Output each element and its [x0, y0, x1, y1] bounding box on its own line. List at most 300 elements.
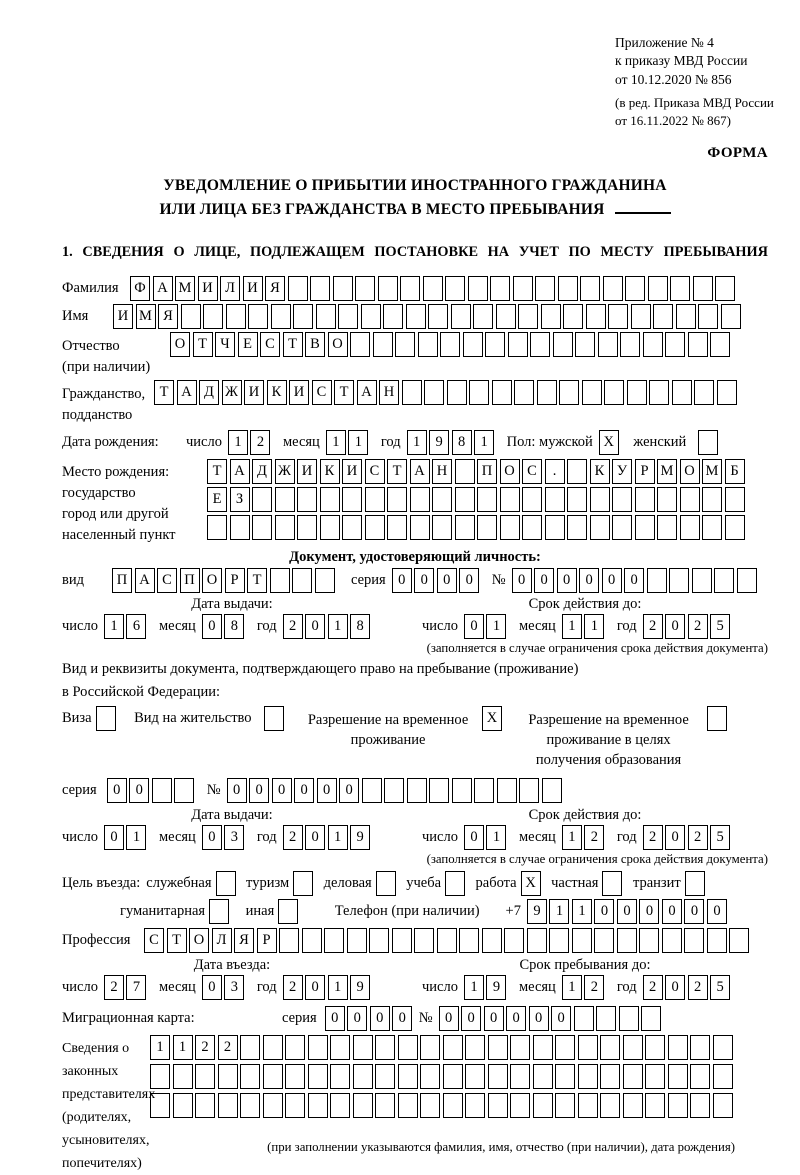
char-cell[interactable]: [308, 1093, 328, 1118]
char-cell[interactable]: 3: [224, 975, 244, 1000]
char-cell[interactable]: [469, 380, 489, 405]
char-cell[interactable]: [510, 1093, 530, 1118]
char-cell[interactable]: [558, 276, 578, 301]
char-cell[interactable]: 2: [104, 975, 124, 1000]
char-cell[interactable]: 0: [506, 1006, 526, 1031]
char-cell[interactable]: [645, 1064, 665, 1089]
char-cell[interactable]: М: [657, 459, 677, 484]
char-cell[interactable]: И: [342, 459, 362, 484]
char-cell[interactable]: К: [590, 459, 610, 484]
char-cell[interactable]: А: [135, 568, 155, 593]
char-cell[interactable]: [627, 380, 647, 405]
char-cell[interactable]: 0: [104, 825, 124, 850]
char-cell[interactable]: 1: [104, 614, 124, 639]
char-cell[interactable]: К: [267, 380, 287, 405]
char-cell[interactable]: [440, 332, 460, 357]
char-cell[interactable]: Я: [158, 304, 178, 329]
char-cell[interactable]: 8: [452, 430, 472, 455]
char-cell[interactable]: [635, 487, 655, 512]
char-cell[interactable]: [685, 871, 705, 896]
char-cell[interactable]: [620, 332, 640, 357]
char-cell[interactable]: 1: [572, 899, 592, 924]
char-cell[interactable]: [285, 1064, 305, 1089]
char-cell[interactable]: [619, 1006, 639, 1031]
char-cell[interactable]: 0: [370, 1006, 390, 1031]
char-cell[interactable]: [477, 487, 497, 512]
char-cell[interactable]: 0: [202, 825, 222, 850]
char-cell[interactable]: [603, 276, 623, 301]
char-cell[interactable]: 0: [459, 568, 479, 593]
char-cell[interactable]: [670, 276, 690, 301]
char-cell[interactable]: [316, 304, 336, 329]
char-cell[interactable]: [240, 1093, 260, 1118]
char-cell[interactable]: [278, 899, 298, 924]
char-cell[interactable]: [563, 304, 583, 329]
char-cell[interactable]: X: [599, 430, 619, 455]
char-cell[interactable]: Т: [154, 380, 174, 405]
char-cell[interactable]: Т: [207, 459, 227, 484]
char-cell[interactable]: [639, 928, 659, 953]
char-cell[interactable]: [594, 928, 614, 953]
char-cell[interactable]: [420, 1093, 440, 1118]
char-cell[interactable]: [713, 1093, 733, 1118]
char-cell[interactable]: [173, 1064, 193, 1089]
char-cell[interactable]: [574, 1006, 594, 1031]
char-cell[interactable]: [414, 928, 434, 953]
char-cell[interactable]: [604, 380, 624, 405]
char-cell[interactable]: 0: [529, 1006, 549, 1031]
char-cell[interactable]: [508, 332, 528, 357]
char-cell[interactable]: [522, 487, 542, 512]
char-cell[interactable]: [384, 778, 404, 803]
char-cell[interactable]: 1: [562, 975, 582, 1000]
char-cell[interactable]: [455, 459, 475, 484]
char-cell[interactable]: [668, 1093, 688, 1118]
char-cell[interactable]: О: [202, 568, 222, 593]
char-cell[interactable]: [407, 778, 427, 803]
char-cell[interactable]: Л: [212, 928, 232, 953]
char-cell[interactable]: [420, 1035, 440, 1060]
char-cell[interactable]: [342, 515, 362, 540]
char-cell[interactable]: [602, 871, 622, 896]
char-cell[interactable]: [275, 515, 295, 540]
char-cell[interactable]: [580, 276, 600, 301]
char-cell[interactable]: Р: [635, 459, 655, 484]
char-cell[interactable]: [248, 304, 268, 329]
char-cell[interactable]: 0: [579, 568, 599, 593]
char-cell[interactable]: [420, 1064, 440, 1089]
char-cell[interactable]: [668, 1035, 688, 1060]
char-cell[interactable]: [429, 778, 449, 803]
char-cell[interactable]: 0: [437, 568, 457, 593]
char-cell[interactable]: [567, 459, 587, 484]
char-cell[interactable]: [625, 276, 645, 301]
char-cell[interactable]: О: [500, 459, 520, 484]
char-cell[interactable]: 1: [228, 430, 248, 455]
char-cell[interactable]: [468, 276, 488, 301]
char-cell[interactable]: [598, 332, 618, 357]
char-cell[interactable]: [519, 778, 539, 803]
char-cell[interactable]: [555, 1035, 575, 1060]
char-cell[interactable]: [418, 332, 438, 357]
char-cell[interactable]: 2: [250, 430, 270, 455]
char-cell[interactable]: [455, 487, 475, 512]
char-cell[interactable]: 0: [665, 614, 685, 639]
char-cell[interactable]: [465, 1093, 485, 1118]
char-cell[interactable]: [437, 928, 457, 953]
char-cell[interactable]: [275, 487, 295, 512]
char-cell[interactable]: [392, 928, 412, 953]
char-cell[interactable]: [530, 332, 550, 357]
char-cell[interactable]: 9: [486, 975, 506, 1000]
char-cell[interactable]: [320, 487, 340, 512]
char-cell[interactable]: А: [177, 380, 197, 405]
char-cell[interactable]: 2: [584, 825, 604, 850]
char-cell[interactable]: [373, 332, 393, 357]
char-cell[interactable]: [623, 1064, 643, 1089]
char-cell[interactable]: Я: [234, 928, 254, 953]
char-cell[interactable]: [288, 276, 308, 301]
char-cell[interactable]: [330, 1093, 350, 1118]
char-cell[interactable]: Л: [220, 276, 240, 301]
char-cell[interactable]: [353, 1035, 373, 1060]
char-cell[interactable]: 1: [150, 1035, 170, 1060]
char-cell[interactable]: [152, 778, 172, 803]
char-cell[interactable]: В: [305, 332, 325, 357]
char-cell[interactable]: [707, 928, 727, 953]
char-cell[interactable]: [541, 304, 561, 329]
char-cell[interactable]: [648, 276, 668, 301]
char-cell[interactable]: 0: [551, 1006, 571, 1031]
char-cell[interactable]: [690, 1035, 710, 1060]
char-cell[interactable]: [535, 276, 555, 301]
char-cell[interactable]: [465, 1035, 485, 1060]
char-cell[interactable]: [378, 276, 398, 301]
char-cell[interactable]: [680, 515, 700, 540]
char-cell[interactable]: З: [230, 487, 250, 512]
char-cell[interactable]: [270, 568, 290, 593]
char-cell[interactable]: С: [365, 459, 385, 484]
char-cell[interactable]: 0: [461, 1006, 481, 1031]
char-cell[interactable]: И: [243, 276, 263, 301]
char-cell[interactable]: [559, 380, 579, 405]
char-cell[interactable]: [330, 1064, 350, 1089]
char-cell[interactable]: А: [230, 459, 250, 484]
char-cell[interactable]: [240, 1035, 260, 1060]
char-cell[interactable]: [333, 276, 353, 301]
char-cell[interactable]: 6: [126, 614, 146, 639]
char-cell[interactable]: 2: [688, 614, 708, 639]
char-cell[interactable]: Т: [283, 332, 303, 357]
char-cell[interactable]: [387, 487, 407, 512]
char-cell[interactable]: 3: [224, 825, 244, 850]
char-cell[interactable]: Т: [193, 332, 213, 357]
char-cell[interactable]: [617, 928, 637, 953]
char-cell[interactable]: [209, 899, 229, 924]
char-cell[interactable]: [452, 778, 472, 803]
char-cell[interactable]: П: [477, 459, 497, 484]
char-cell[interactable]: [485, 332, 505, 357]
char-cell[interactable]: [406, 304, 426, 329]
char-cell[interactable]: [263, 1035, 283, 1060]
char-cell[interactable]: [688, 332, 708, 357]
char-cell[interactable]: 1: [584, 614, 604, 639]
char-cell[interactable]: [459, 928, 479, 953]
char-cell[interactable]: [533, 1035, 553, 1060]
char-cell[interactable]: [96, 706, 116, 731]
char-cell[interactable]: [297, 515, 317, 540]
char-cell[interactable]: [500, 487, 520, 512]
char-cell[interactable]: 0: [439, 1006, 459, 1031]
char-cell[interactable]: С: [144, 928, 164, 953]
char-cell[interactable]: Ж: [275, 459, 295, 484]
char-cell[interactable]: [623, 1093, 643, 1118]
char-cell[interactable]: К: [320, 459, 340, 484]
char-cell[interactable]: [522, 515, 542, 540]
char-cell[interactable]: [207, 515, 227, 540]
char-cell[interactable]: [496, 304, 516, 329]
char-cell[interactable]: [643, 332, 663, 357]
char-cell[interactable]: 0: [129, 778, 149, 803]
char-cell[interactable]: 2: [283, 975, 303, 1000]
char-cell[interactable]: А: [357, 380, 377, 405]
char-cell[interactable]: 2: [688, 975, 708, 1000]
char-cell[interactable]: [218, 1093, 238, 1118]
char-cell[interactable]: 0: [227, 778, 247, 803]
char-cell[interactable]: 2: [643, 975, 663, 1000]
char-cell[interactable]: [488, 1035, 508, 1060]
char-cell[interactable]: М: [702, 459, 722, 484]
char-cell[interactable]: [375, 1093, 395, 1118]
char-cell[interactable]: 0: [339, 778, 359, 803]
char-cell[interactable]: [443, 1093, 463, 1118]
char-cell[interactable]: 1: [328, 975, 348, 1000]
char-cell[interactable]: [330, 1035, 350, 1060]
char-cell[interactable]: [692, 568, 712, 593]
char-cell[interactable]: [218, 1064, 238, 1089]
char-cell[interactable]: О: [680, 459, 700, 484]
char-cell[interactable]: [737, 568, 757, 593]
char-cell[interactable]: [285, 1093, 305, 1118]
char-cell[interactable]: [680, 487, 700, 512]
char-cell[interactable]: И: [113, 304, 133, 329]
char-cell[interactable]: 0: [662, 899, 682, 924]
char-cell[interactable]: [514, 380, 534, 405]
char-cell[interactable]: [302, 928, 322, 953]
char-cell[interactable]: [545, 515, 565, 540]
char-cell[interactable]: [402, 380, 422, 405]
char-cell[interactable]: [473, 304, 493, 329]
char-cell[interactable]: X: [482, 706, 502, 731]
char-cell[interactable]: 2: [643, 614, 663, 639]
char-cell[interactable]: [698, 304, 718, 329]
char-cell[interactable]: [482, 928, 502, 953]
char-cell[interactable]: [533, 1064, 553, 1089]
char-cell[interactable]: [263, 1093, 283, 1118]
char-cell[interactable]: С: [157, 568, 177, 593]
char-cell[interactable]: [647, 568, 667, 593]
char-cell[interactable]: И: [289, 380, 309, 405]
char-cell[interactable]: С: [522, 459, 542, 484]
char-cell[interactable]: [369, 928, 389, 953]
char-cell[interactable]: [342, 487, 362, 512]
char-cell[interactable]: .: [545, 459, 565, 484]
char-cell[interactable]: 1: [474, 430, 494, 455]
char-cell[interactable]: 8: [224, 614, 244, 639]
char-cell[interactable]: [690, 1064, 710, 1089]
char-cell[interactable]: [410, 487, 430, 512]
char-cell[interactable]: Т: [334, 380, 354, 405]
char-cell[interactable]: 0: [707, 899, 727, 924]
char-cell[interactable]: 0: [684, 899, 704, 924]
char-cell[interactable]: [347, 928, 367, 953]
char-cell[interactable]: 0: [107, 778, 127, 803]
char-cell[interactable]: [694, 380, 714, 405]
char-cell[interactable]: 2: [195, 1035, 215, 1060]
char-cell[interactable]: 2: [643, 825, 663, 850]
char-cell[interactable]: 2: [584, 975, 604, 1000]
char-cell[interactable]: [445, 276, 465, 301]
char-cell[interactable]: 0: [624, 568, 644, 593]
char-cell[interactable]: [310, 276, 330, 301]
char-cell[interactable]: [582, 380, 602, 405]
char-cell[interactable]: [383, 304, 403, 329]
char-cell[interactable]: 0: [602, 568, 622, 593]
char-cell[interactable]: [510, 1064, 530, 1089]
char-cell[interactable]: [527, 928, 547, 953]
char-cell[interactable]: [365, 515, 385, 540]
char-cell[interactable]: [567, 487, 587, 512]
char-cell[interactable]: 0: [305, 825, 325, 850]
char-cell[interactable]: Д: [199, 380, 219, 405]
char-cell[interactable]: [293, 871, 313, 896]
char-cell[interactable]: [195, 1064, 215, 1089]
char-cell[interactable]: М: [175, 276, 195, 301]
char-cell[interactable]: И: [297, 459, 317, 484]
char-cell[interactable]: [596, 1006, 616, 1031]
char-cell[interactable]: 1: [126, 825, 146, 850]
char-cell[interactable]: [203, 304, 223, 329]
char-cell[interactable]: 8: [350, 614, 370, 639]
char-cell[interactable]: Т: [247, 568, 267, 593]
char-cell[interactable]: 5: [710, 825, 730, 850]
char-cell[interactable]: 0: [202, 975, 222, 1000]
char-cell[interactable]: [252, 515, 272, 540]
char-cell[interactable]: [398, 1035, 418, 1060]
char-cell[interactable]: [707, 706, 727, 731]
char-cell[interactable]: 0: [512, 568, 532, 593]
char-cell[interactable]: 9: [429, 430, 449, 455]
char-cell[interactable]: [714, 568, 734, 593]
char-cell[interactable]: [608, 304, 628, 329]
char-cell[interactable]: [590, 515, 610, 540]
char-cell[interactable]: 1: [173, 1035, 193, 1060]
char-cell[interactable]: [533, 1093, 553, 1118]
char-cell[interactable]: [690, 1093, 710, 1118]
char-cell[interactable]: [216, 871, 236, 896]
char-cell[interactable]: [423, 276, 443, 301]
char-cell[interactable]: [702, 515, 722, 540]
char-cell[interactable]: [488, 1064, 508, 1089]
char-cell[interactable]: [195, 1093, 215, 1118]
char-cell[interactable]: [375, 1035, 395, 1060]
char-cell[interactable]: 0: [484, 1006, 504, 1031]
char-cell[interactable]: 0: [317, 778, 337, 803]
char-cell[interactable]: [713, 1064, 733, 1089]
char-cell[interactable]: [173, 1093, 193, 1118]
char-cell[interactable]: Н: [379, 380, 399, 405]
char-cell[interactable]: [713, 1035, 733, 1060]
char-cell[interactable]: [324, 928, 344, 953]
char-cell[interactable]: [518, 304, 538, 329]
char-cell[interactable]: [662, 928, 682, 953]
char-cell[interactable]: [353, 1064, 373, 1089]
char-cell[interactable]: [181, 304, 201, 329]
char-cell[interactable]: [600, 1093, 620, 1118]
char-cell[interactable]: С: [312, 380, 332, 405]
char-cell[interactable]: О: [328, 332, 348, 357]
char-cell[interactable]: [443, 1064, 463, 1089]
char-cell[interactable]: [150, 1093, 170, 1118]
char-cell[interactable]: [578, 1064, 598, 1089]
char-cell[interactable]: [676, 304, 696, 329]
char-cell[interactable]: [263, 1064, 283, 1089]
char-cell[interactable]: Ф: [130, 276, 150, 301]
char-cell[interactable]: [549, 928, 569, 953]
char-cell[interactable]: 0: [272, 778, 292, 803]
char-cell[interactable]: 9: [527, 899, 547, 924]
char-cell[interactable]: 0: [665, 825, 685, 850]
char-cell[interactable]: [537, 380, 557, 405]
char-cell[interactable]: [443, 1035, 463, 1060]
char-cell[interactable]: [353, 1093, 373, 1118]
char-cell[interactable]: [702, 487, 722, 512]
char-cell[interactable]: [285, 1035, 305, 1060]
char-cell[interactable]: Е: [238, 332, 258, 357]
char-cell[interactable]: [600, 1064, 620, 1089]
char-cell[interactable]: 5: [710, 614, 730, 639]
char-cell[interactable]: [698, 430, 718, 455]
char-cell[interactable]: 0: [305, 614, 325, 639]
char-cell[interactable]: [657, 487, 677, 512]
char-cell[interactable]: 0: [294, 778, 314, 803]
char-cell[interactable]: [578, 1035, 598, 1060]
char-cell[interactable]: [230, 515, 250, 540]
char-cell[interactable]: [665, 332, 685, 357]
char-cell[interactable]: 1: [486, 614, 506, 639]
char-cell[interactable]: 0: [325, 1006, 345, 1031]
char-cell[interactable]: [693, 276, 713, 301]
char-cell[interactable]: Е: [207, 487, 227, 512]
char-cell[interactable]: 9: [350, 825, 370, 850]
char-cell[interactable]: [657, 515, 677, 540]
char-cell[interactable]: [424, 380, 444, 405]
char-cell[interactable]: 0: [347, 1006, 367, 1031]
char-cell[interactable]: [410, 515, 430, 540]
char-cell[interactable]: [721, 304, 741, 329]
char-cell[interactable]: [612, 487, 632, 512]
char-cell[interactable]: [578, 1093, 598, 1118]
char-cell[interactable]: 0: [392, 1006, 412, 1031]
char-cell[interactable]: П: [180, 568, 200, 593]
char-cell[interactable]: [729, 928, 749, 953]
char-cell[interactable]: 1: [562, 614, 582, 639]
char-cell[interactable]: 9: [350, 975, 370, 1000]
char-cell[interactable]: [510, 1035, 530, 1060]
char-cell[interactable]: 0: [557, 568, 577, 593]
char-cell[interactable]: [567, 515, 587, 540]
char-cell[interactable]: О: [189, 928, 209, 953]
